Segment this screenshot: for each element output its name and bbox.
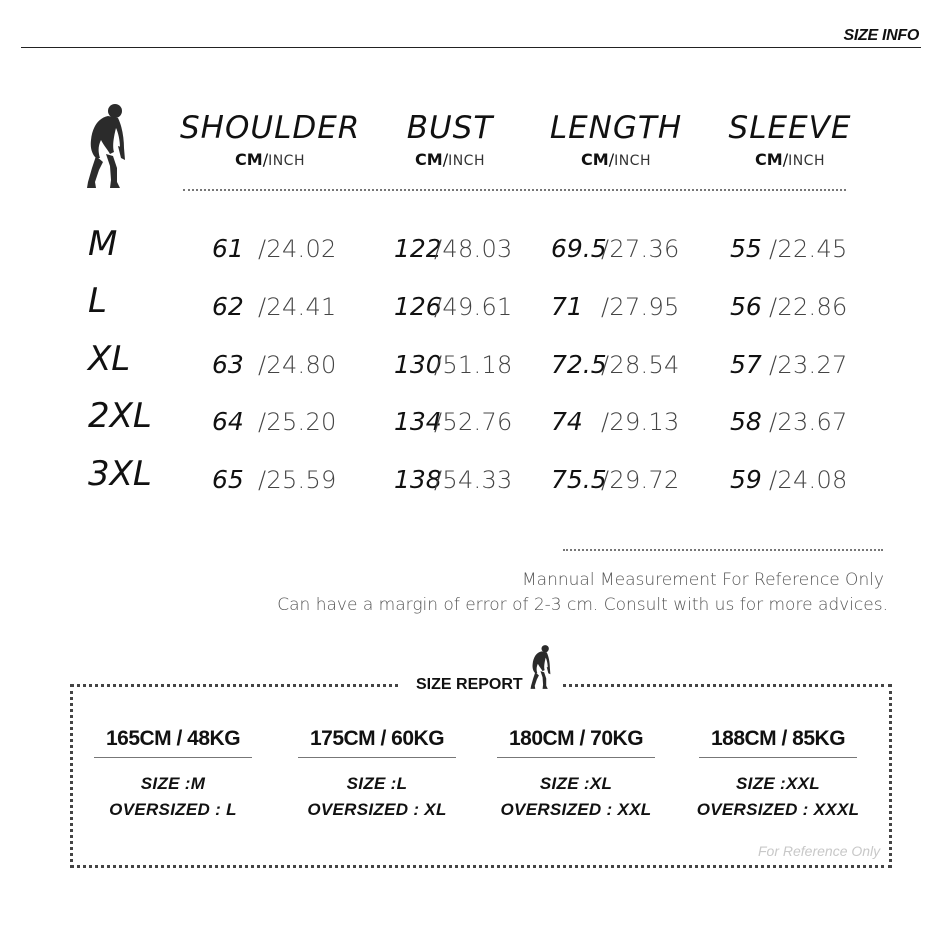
sleeve-cm: 55 [730, 234, 762, 263]
column-title: SHOULDER [180, 110, 361, 146]
sleeve-inch: /23.67 [769, 408, 848, 436]
size-report-item [481, 727, 671, 820]
length-cm: 72.5 [551, 350, 607, 379]
size-label-2xl: 2XL [88, 396, 152, 436]
page-title: SIZE INFO [843, 27, 919, 44]
divider [94, 757, 252, 758]
column-header-sleeve [705, 110, 875, 169]
size-label-l: L [88, 281, 107, 321]
bust-inch: /49.61 [434, 293, 513, 321]
column-header-bust [360, 110, 540, 169]
shoulder-cm: 65 [212, 465, 244, 494]
sleeve-cm: 58 [730, 407, 762, 436]
sleeve-inch: /22.45 [769, 235, 848, 263]
column-title: LENGTH [549, 110, 683, 146]
sleeve-cm: 59 [730, 465, 762, 494]
shoulder-cm: 62 [212, 292, 244, 321]
reference-note: For Reference Only [758, 843, 881, 859]
recommended-size: SIZE :XL [539, 774, 613, 793]
column-title: SLEEVE [728, 110, 852, 146]
header-dotted-divider [183, 189, 846, 191]
divider [298, 757, 456, 758]
bust-cm: 130 [394, 350, 442, 379]
shoulder-cm: 63 [212, 350, 244, 379]
measurement-note: Mannual Measurement For Reference Only [522, 570, 884, 590]
bust-cm: 122 [394, 234, 442, 263]
column-header-shoulder [180, 110, 360, 169]
size-report-item [282, 727, 472, 820]
column-unit: CM/INCH [415, 150, 485, 169]
margin-note: Can have a margin of error of 2-3 cm. Consult with us for more advices. [277, 595, 888, 615]
length-cm: 75.5 [551, 465, 607, 494]
column-unit: CM/INCH [581, 150, 651, 169]
length-cm: 71 [551, 292, 583, 321]
size-report-title: SIZE REPORT [416, 676, 523, 693]
height-weight: 180CM / 70KG [508, 727, 644, 750]
bust-inch: /48.03 [434, 235, 513, 263]
shoulder-inch: /25.20 [258, 408, 337, 436]
oversized-size: OVERSIZED : XL [307, 800, 447, 819]
recommended-size: SIZE :M [140, 774, 206, 793]
walking-ape-figure-icon [84, 102, 130, 190]
bust-cm: 126 [394, 292, 442, 321]
length-inch: /27.36 [601, 235, 680, 263]
bust-cm: 138 [394, 465, 442, 494]
oversized-size: OVERSIZED : XXXL [696, 800, 860, 819]
shoulder-inch: /25.59 [258, 466, 337, 494]
header-divider [21, 47, 921, 48]
length-inch: /29.72 [601, 466, 680, 494]
shoulder-inch: /24.02 [258, 235, 337, 263]
length-cm: 69.5 [551, 234, 607, 263]
bust-inch: /52.76 [434, 408, 513, 436]
column-unit: CM/INCH [235, 150, 305, 169]
column-header-length [531, 110, 701, 169]
sleeve-inch: /22.86 [769, 293, 848, 321]
recommended-size: SIZE :L [346, 774, 408, 793]
size-label-m: M [88, 224, 118, 264]
sleeve-inch: /24.08 [769, 466, 848, 494]
size-label-xl: XL [88, 339, 131, 379]
recommended-size: SIZE :XXL [736, 774, 820, 793]
shoulder-inch: /24.80 [258, 351, 337, 379]
divider [497, 757, 655, 758]
length-inch: /28.54 [601, 351, 680, 379]
shoulder-inch: /24.41 [258, 293, 337, 321]
walking-ape-figure-icon [529, 643, 553, 691]
oversized-size: OVERSIZED : XXL [500, 800, 652, 819]
size-label-3xl: 3XL [88, 454, 152, 494]
height-weight: 165CM / 48KG [105, 727, 241, 750]
bust-inch: /51.18 [434, 351, 513, 379]
size-report-item [683, 727, 873, 820]
bust-cm: 134 [394, 407, 442, 436]
height-weight: 188CM / 85KG [710, 727, 846, 750]
length-inch: /29.13 [601, 408, 680, 436]
length-cm: 74 [551, 407, 583, 436]
notes-dotted-divider [563, 549, 883, 551]
shoulder-cm: 61 [212, 234, 244, 263]
sleeve-inch: /23.27 [769, 351, 848, 379]
length-inch: /27.95 [601, 293, 680, 321]
oversized-size: OVERSIZED : L [109, 800, 237, 819]
divider [699, 757, 857, 758]
bust-inch: /54.33 [434, 466, 513, 494]
sleeve-cm: 57 [730, 350, 762, 379]
column-title: BUST [406, 110, 494, 146]
sleeve-cm: 56 [730, 292, 762, 321]
column-unit: CM/INCH [755, 150, 825, 169]
height-weight: 175CM / 60KG [309, 727, 445, 750]
size-report-item [78, 727, 268, 820]
shoulder-cm: 64 [212, 407, 244, 436]
